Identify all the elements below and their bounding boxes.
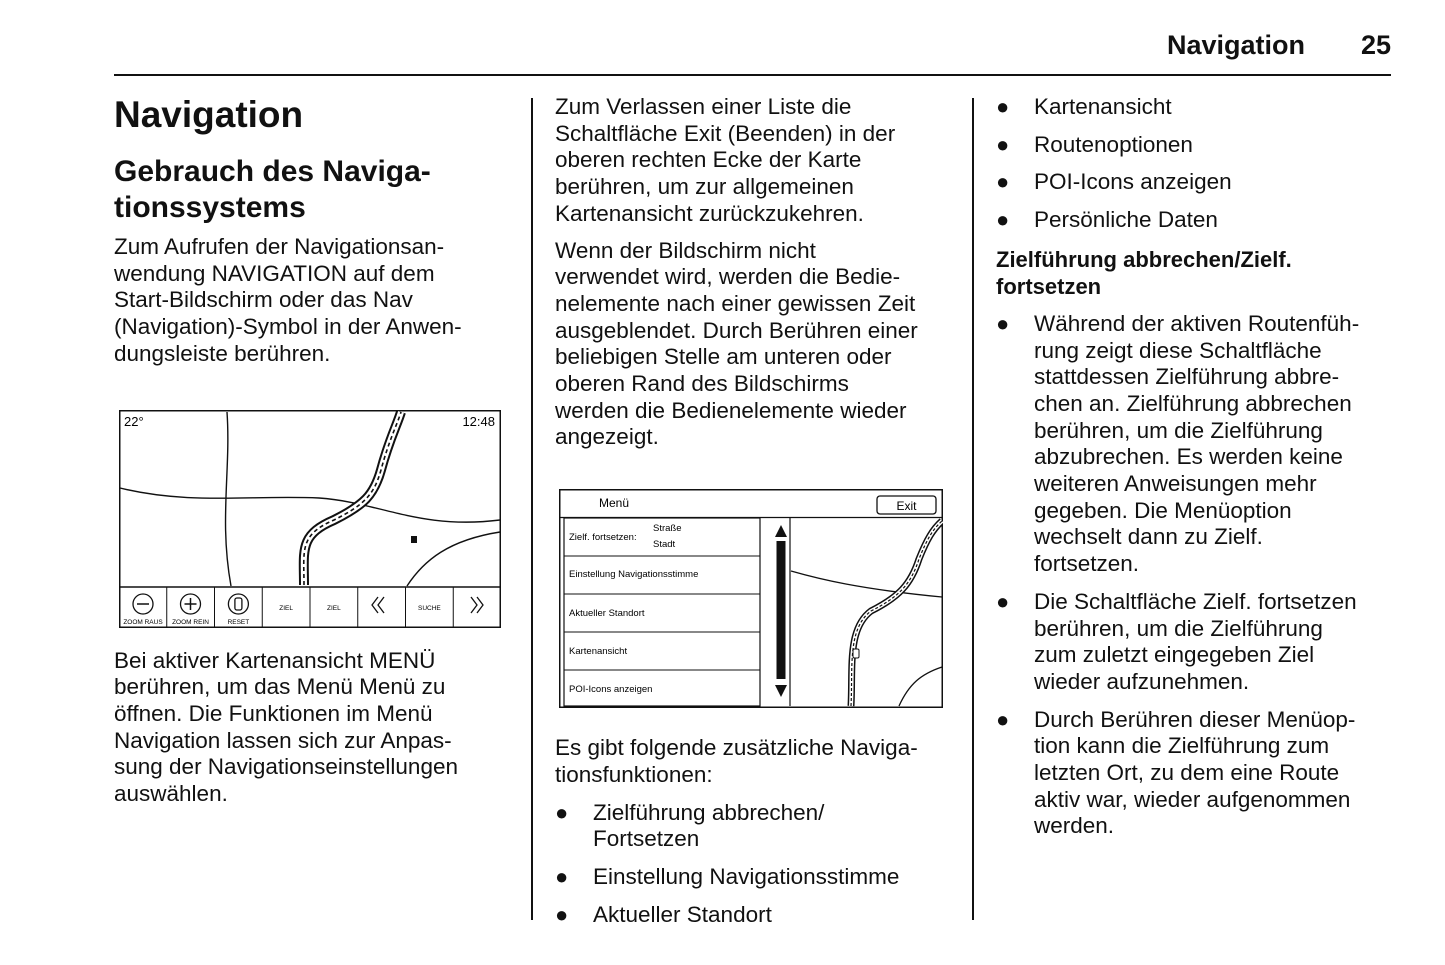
text-line: verwendet wird, werden die Bedie- [555,264,901,290]
text-line: stattdessen Zielführung abbre- [1034,364,1340,390]
text-line: Bei aktiver Kartenansicht MENÜ [114,647,436,673]
text-line: dungsleiste berühren. [114,340,331,366]
exit-button[interactable] [877,496,936,514]
functions-paragraph [555,735,955,788]
column-3 [996,94,1396,840]
text-line: rung zeigt diese Schaltfläche [1034,337,1322,363]
intro-paragraph [114,234,509,368]
timeout-paragraph [555,238,955,452]
text-line: berühren, um die Zielführung [1034,615,1323,641]
bullet-icon: ● [555,799,569,825]
section-heading [996,246,1396,300]
menu-screen-illustration [559,489,943,708]
menu-item-label: POI-Icons anzeigen [569,684,653,695]
menu-item-street: Straße [653,523,682,534]
ziel-button-2[interactable] [327,605,341,612]
text-line: Während der aktiven Routenfüh- [1034,310,1360,336]
vehicle-icon [853,649,859,658]
text-line: Routenoptionen [1034,131,1193,157]
text-line: wechselt dann zu Zielf. [1034,524,1263,550]
ziel-button[interactable] [279,605,293,612]
section-title-line: Gebrauch des Naviga- [114,155,431,188]
reset-label: RESET [227,619,250,626]
column-divider-left [531,98,533,920]
text-line: wieder aufzunehmen. [1034,668,1250,694]
text-line: Zum Verlassen einer Liste die [555,94,852,119]
text-line: Zum Aufrufen der Navigationsan- [114,234,445,259]
text-line: werden die Bedienelemente wieder [555,397,907,423]
heading-line: fortsetzen [996,273,1102,299]
fuel-station-icon [411,536,417,543]
text-line: oberen Rand des Bildschirms [555,371,849,397]
features-list [996,94,1396,234]
bullet-icon: ● [555,863,569,889]
menu-item-poi-icons[interactable] [569,684,652,695]
map-screen-illustration [119,410,501,628]
text-line: ausgeblendet. Durch Berühren einer [555,317,918,343]
search-button[interactable] [418,605,441,612]
text-line: tion kann die Zielführung zum [1034,733,1330,759]
header-page-number: 25 [1360,30,1391,60]
scroll-thumb [777,541,786,679]
menu-item-label: Aktueller Standort [569,608,645,619]
text-line: Durch Berühren dieser Menüop- [1034,706,1356,732]
text-line: fortsetzen. [1034,551,1140,577]
menu-item-label: Kartenansicht [569,646,628,657]
text-line: berühren, um zur allgemeinen [555,174,854,200]
text-line: Die Schaltfläche Zielf. fortsetzen [1034,588,1357,614]
text-line: Start-Bildschirm oder das Nav [114,287,413,313]
menu-item-map-view[interactable] [569,646,627,657]
map-screen-figure [119,410,501,628]
text-line: nelemente nach einer gewissen Zeit [555,290,916,316]
menu-item-label: Einstellung Navigationsstimme [569,569,699,580]
text-line: POI-Icons anzeigen [1034,169,1232,195]
text-line: gegeben. Die Menüoption [1034,497,1292,523]
text-line: berühren, um das Menü Menü zu [114,674,446,700]
zoom-out-label: ZOOM RAUS [123,619,163,626]
text-line: Navigation lassen sich zur Anpas- [114,727,452,753]
column-divider-right [972,98,974,920]
header-rule [114,74,1391,76]
text-line: Aktueller Standort [593,901,772,927]
page-title: Navigation [114,94,304,135]
text-line: sung der Navigationseinstellungen [114,754,458,780]
exit-paragraph [555,94,955,228]
menu-title: Menü [599,496,630,510]
text-line: Wenn der Bildschirm nicht [555,237,816,263]
heading-line: Zielführung abbrechen/Zielf. [996,246,1292,272]
search-label: SUCHE [418,605,441,612]
text-line: abzubrechen. Es werden keine [1034,444,1343,470]
text-line: letzten Ort, zu dem eine Route [1034,760,1340,786]
text-line: Kartenansicht zurückzukehren. [555,200,864,226]
list-item [996,94,1396,121]
text-line: aktiv war, wieder aufgenommen [1034,786,1351,812]
menu-paragraph [114,648,509,808]
text-line: Persönliche Daten [1034,207,1218,233]
text-line: öffnen. Die Funktionen im Menü [114,700,433,726]
text-line: weiteren Anweisungen mehr [1034,471,1317,497]
bullet-icon: ● [996,94,1010,119]
menu-item-label: Zielf. fortsetzen: [569,532,637,543]
text-line: wendung NAVIGATION auf dem [114,260,435,286]
section-title-line: tionssystems [114,191,306,224]
list-item [996,589,1396,696]
map-time: 12:48 [462,414,495,429]
text-line: oberen rechten Ecke der Karte [555,147,862,173]
bullet-icon: ● [555,901,569,927]
text-line: beliebigen Stelle am unteren oder [555,344,892,370]
menu-item-city: Stadt [653,539,676,550]
text-line: auswählen. [114,781,228,807]
text-line: berühren, um die Zielführung [1034,417,1323,443]
text-line: Zielführung abbrechen/ [593,799,825,825]
list-item [996,169,1396,196]
bullet-icon: ● [996,131,1010,157]
exit-label: Exit [896,499,917,513]
menu-screen-figure [559,489,943,708]
ziel-label: ZIEL [279,605,293,612]
bullet-icon: ● [996,706,1010,732]
list-item [996,311,1396,578]
text-line: (Navigation)-Symbol in der Anwen- [114,314,462,340]
text-line: tionsfunktionen: [555,761,713,787]
text-line: Einstellung Navigationsstimme [593,863,900,889]
text-line: werden. [1034,813,1115,839]
menu-item-voice-settings[interactable] [569,569,698,580]
list-item [996,207,1396,234]
list-item [555,800,955,853]
functions-list [555,800,955,929]
list-item [555,902,955,929]
section-title [114,154,509,226]
guidance-list [996,311,1396,840]
bullet-icon: ● [996,310,1010,336]
ziel-label: ZIEL [327,605,341,612]
bullet-icon: ● [996,588,1010,614]
bullet-icon: ● [996,207,1010,233]
list-item [996,132,1396,159]
list-item [555,864,955,891]
menu-item-current-location[interactable] [569,608,645,619]
text-line: angezeigt. [555,424,659,450]
zoom-in-label: ZOOM REIN [172,619,209,626]
header-section-title: Navigation [1166,30,1305,60]
text-line: Es gibt folgende zusätzliche Naviga- [555,735,918,761]
map-temperature: 22° [124,414,144,429]
text-line: zum zuletzt eingegeben Ziel [1034,642,1315,668]
text-line: Fortsetzen [593,826,700,852]
text-line: chen an. Zielführung abbrechen [1034,390,1352,416]
text-line: Schaltfläche Exit (Beenden) in der [555,120,896,146]
bullet-icon: ● [996,169,1010,195]
list-item [996,707,1396,841]
text-line: Kartenansicht [1034,94,1172,119]
